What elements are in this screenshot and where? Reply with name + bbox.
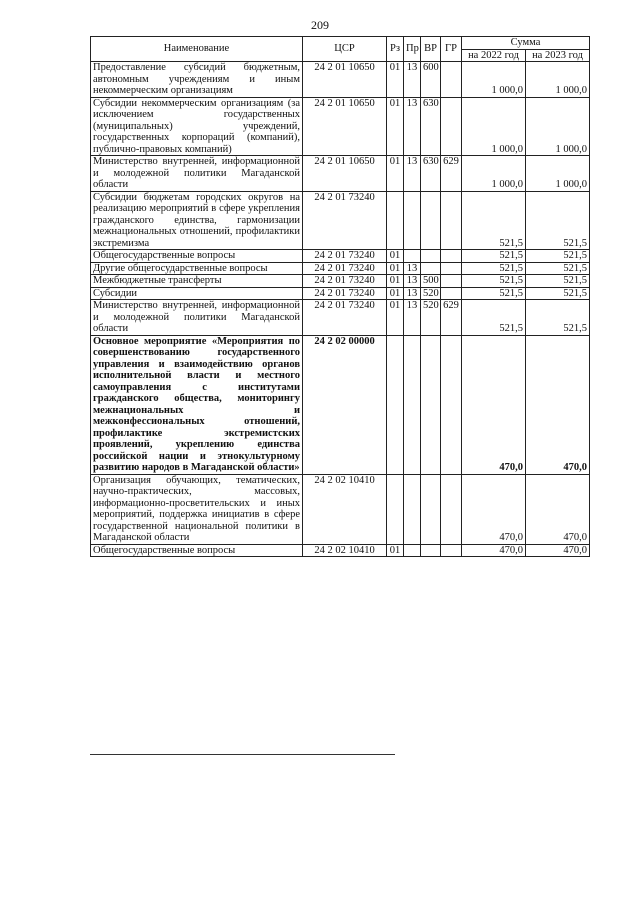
cell-gr <box>441 250 462 263</box>
cell-s2022: 1 000,0 <box>462 156 526 192</box>
cell-s2022: 521,5 <box>462 250 526 263</box>
cell-rz: 01 <box>387 156 404 192</box>
cell-pr <box>404 474 421 544</box>
cell-pr: 13 <box>404 97 421 156</box>
cell-name: Общегосударственные вопросы <box>91 250 303 263</box>
cell-csr: 24 2 01 73240 <box>303 300 387 336</box>
cell-vr <box>421 544 441 557</box>
cell-vr: 520 <box>421 300 441 336</box>
cell-csr: 24 2 01 73240 <box>303 191 387 250</box>
cell-rz: 01 <box>387 250 404 263</box>
cell-s2022: 521,5 <box>462 300 526 336</box>
header-pr: Пр <box>404 37 421 62</box>
cell-gr <box>441 474 462 544</box>
cell-pr: 13 <box>404 287 421 300</box>
cell-s2023: 521,5 <box>526 262 590 275</box>
cell-pr: 13 <box>404 156 421 192</box>
budget-table <box>90 36 590 557</box>
cell-vr: 600 <box>421 62 441 98</box>
cell-s2023: 470,0 <box>526 474 590 544</box>
cell-s2022: 521,5 <box>462 287 526 300</box>
table-row <box>91 62 590 98</box>
cell-rz: 01 <box>387 262 404 275</box>
cell-gr <box>441 335 462 474</box>
cell-csr: 24 2 01 10650 <box>303 97 387 156</box>
cell-gr <box>441 97 462 156</box>
cell-s2023: 1 000,0 <box>526 62 590 98</box>
cell-vr <box>421 262 441 275</box>
page-number: 209 <box>311 18 329 32</box>
cell-vr: 500 <box>421 275 441 288</box>
header-name: Наименование <box>91 37 303 62</box>
cell-gr <box>441 275 462 288</box>
cell-pr <box>404 335 421 474</box>
cell-name: Другие общегосударственные вопросы <box>91 262 303 275</box>
table-row <box>91 275 590 288</box>
footnote-separator <box>90 754 395 755</box>
table-row <box>91 474 590 544</box>
cell-vr <box>421 250 441 263</box>
cell-pr <box>404 191 421 250</box>
header-year-2023: на 2023 год <box>526 49 590 62</box>
header-csr: ЦСР <box>303 37 387 62</box>
header-vr: ВР <box>421 37 441 62</box>
table-row <box>91 544 590 557</box>
cell-gr: 629 <box>441 300 462 336</box>
cell-name: Основное мероприятие «Мероприятия по совершенствованию государственного управления и взаимодействию органов исполнительной власти и местного самоуправления с институтами гражданского общества, мониторингу межнациональных и межконфессиональных отношений, профилактике экстремистских проявлений, укреплению единства российской нации и этнокультурному развитию народов в Магаданской области» <box>91 335 303 474</box>
cell-gr <box>441 191 462 250</box>
cell-s2022: 521,5 <box>462 275 526 288</box>
cell-s2022: 1 000,0 <box>462 62 526 98</box>
cell-csr: 24 2 02 10410 <box>303 474 387 544</box>
cell-name: Министерство внутренней, информационной и молодежной политики Магаданской области <box>91 300 303 336</box>
cell-s2023: 521,5 <box>526 287 590 300</box>
cell-gr <box>441 287 462 300</box>
header-year-2022: на 2022 год <box>462 49 526 62</box>
cell-vr <box>421 191 441 250</box>
cell-gr <box>441 544 462 557</box>
cell-csr: 24 2 01 73240 <box>303 262 387 275</box>
table-body <box>91 62 590 557</box>
cell-rz: 01 <box>387 544 404 557</box>
cell-csr: 24 2 01 73240 <box>303 250 387 263</box>
cell-s2022: 470,0 <box>462 335 526 474</box>
cell-s2022: 470,0 <box>462 544 526 557</box>
cell-s2022: 1 000,0 <box>462 97 526 156</box>
table-row <box>91 262 590 275</box>
cell-pr: 13 <box>404 275 421 288</box>
cell-vr: 630 <box>421 97 441 156</box>
cell-rz <box>387 474 404 544</box>
cell-pr: 13 <box>404 262 421 275</box>
cell-s2023: 521,5 <box>526 275 590 288</box>
cell-s2023: 470,0 <box>526 544 590 557</box>
cell-gr <box>441 262 462 275</box>
cell-rz: 01 <box>387 62 404 98</box>
cell-s2022: 521,5 <box>462 262 526 275</box>
cell-name: Министерство внутренней, информационной и молодежной политики Магаданской области <box>91 156 303 192</box>
cell-csr: 24 2 01 10650 <box>303 62 387 98</box>
cell-csr: 24 2 01 10650 <box>303 156 387 192</box>
cell-csr: 24 2 02 10410 <box>303 544 387 557</box>
cell-s2022: 470,0 <box>462 474 526 544</box>
cell-s2023: 521,5 <box>526 250 590 263</box>
cell-vr <box>421 335 441 474</box>
cell-vr: 630 <box>421 156 441 192</box>
cell-name: Общегосударственные вопросы <box>91 544 303 557</box>
header-sum: Сумма <box>462 37 590 50</box>
cell-rz <box>387 191 404 250</box>
cell-s2023: 1 000,0 <box>526 156 590 192</box>
cell-name: Субсидии бюджетам городских округов на реализацию мероприятий в сфере укрепления гражданского единства, гармонизации межнациональных отношений, профилактики экстремизма <box>91 191 303 250</box>
table-row <box>91 191 590 250</box>
cell-csr: 24 2 02 00000 <box>303 335 387 474</box>
cell-name: Субсидии <box>91 287 303 300</box>
cell-vr <box>421 474 441 544</box>
cell-s2022: 521,5 <box>462 191 526 250</box>
cell-name: Организация обучающих, тематических, научно-практических, массовых, информационно-просветительских и иных мероприятий, поддержка инициатив в сфере государственной национальной политики в Магаданской области <box>91 474 303 544</box>
cell-rz <box>387 335 404 474</box>
cell-rz: 01 <box>387 97 404 156</box>
table-header <box>91 37 590 62</box>
cell-name: Предоставление субсидий бюджетным, автономным учреждениям и иным некоммерческим организациям <box>91 62 303 98</box>
cell-s2023: 521,5 <box>526 300 590 336</box>
cell-gr: 629 <box>441 156 462 192</box>
cell-gr <box>441 62 462 98</box>
header-rz: Рз <box>387 37 404 62</box>
header-gr: ГР <box>441 37 462 62</box>
cell-rz: 01 <box>387 275 404 288</box>
table-row <box>91 287 590 300</box>
cell-rz: 01 <box>387 287 404 300</box>
cell-name: Межбюджетные трансферты <box>91 275 303 288</box>
cell-pr <box>404 544 421 557</box>
cell-s2023: 521,5 <box>526 191 590 250</box>
table-row <box>91 97 590 156</box>
cell-csr: 24 2 01 73240 <box>303 287 387 300</box>
table-row <box>91 300 590 336</box>
cell-csr: 24 2 01 73240 <box>303 275 387 288</box>
cell-pr <box>404 250 421 263</box>
cell-pr: 13 <box>404 62 421 98</box>
table-row <box>91 335 590 474</box>
cell-name: Субсидии некоммерческим организациям (за исключением государственных (муниципальных) учреждений, государственных корпораций (компаний), публично-правовых компаний) <box>91 97 303 156</box>
table-row <box>91 250 590 263</box>
cell-rz: 01 <box>387 300 404 336</box>
cell-vr: 520 <box>421 287 441 300</box>
cell-s2023: 1 000,0 <box>526 97 590 156</box>
cell-s2023: 470,0 <box>526 335 590 474</box>
table-row <box>91 156 590 192</box>
cell-pr: 13 <box>404 300 421 336</box>
